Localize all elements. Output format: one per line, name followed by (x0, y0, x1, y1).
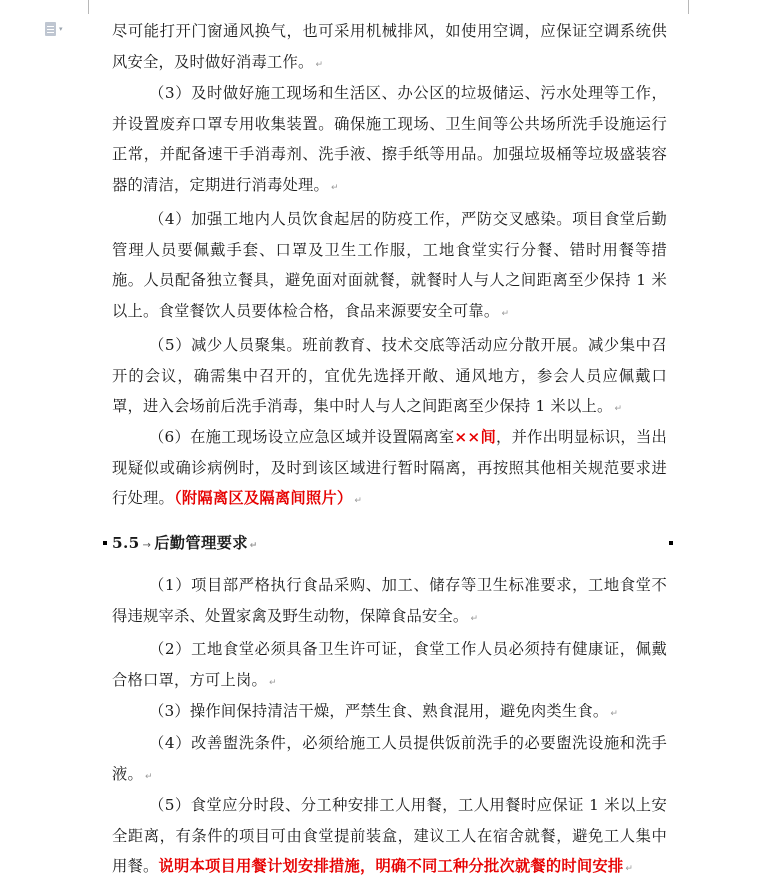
chevron-down-icon: ▾ (59, 25, 63, 33)
document-icon (45, 22, 56, 36)
paragraph-item-6: （6）在施工现场设立应急区域并设置隔离室××间，并作出明显标识，当出现疑似或确诊病例时，及时到该区域进行暂时隔离，再按照其他相关规范要求进行处理。（附隔离区及隔离间照片） ↵ (112, 428, 668, 508)
list-item-1: （1）项目部严格执行食品采购、加工、储存等卫生标准要求，工地食堂不得违规宰杀、处置家禽及野生动物，保障食品安全。 ↵ (112, 576, 667, 625)
paragraph-mark: ↵ (249, 541, 258, 551)
list-item-3: （3）操作间保持清洁干燥，严禁生食、熟食混用，避免肉类生食。 ↵ (149, 702, 619, 720)
paragraph-mark: ↵ (145, 771, 153, 782)
section-title: 后勤管理要求 (154, 534, 248, 552)
list-item-2: （2）工地食堂必须具备卫生许可证，食堂工作人员必须持有健康证，佩戴合格口罩，方可上岗。 ↵ (112, 640, 667, 689)
paragraph-mark: ↵ (268, 677, 277, 688)
paragraph-intro: 尽可能打开门窗通风换气，也可采用机械排风，如使用空调，应保证空调系统供风安全，及时做好消毒工作。 ↵ (112, 22, 667, 71)
paragraph-mark: ↵ (614, 404, 623, 415)
paragraph-mark: ↵ (501, 308, 510, 319)
paragraph-mark: ↵ (315, 59, 324, 70)
section-number: 5.5 (112, 534, 140, 552)
page-corner-mark-left (88, 0, 89, 14)
list-item-5: （5）食堂应分时段、分工种安排工人用餐，工人用餐时应保证 1 米以上安全距离，有条件的项目可由食堂提前装盒，建议工人在宿舍就餐，避免工人集中用餐。说明本项目用餐计划安排措施，明确不同工种分批次就餐的时间安排 ↵ (112, 796, 667, 876)
paragraph-item-5: （5）减少人员聚集。班前教育、技术交底等活动应分散开展。减少集中召开的会议，确需集中召开的，宜优先选择开敞、通风地方，参会人员应佩戴口罩，进入会场前后洗手消毒，集中时人与人之间距离至少保持 1 米以上。 ↵ (112, 336, 667, 416)
paragraph-item-4: （4）加强工地内人员饮食起居的防疫工作，严防交叉感染。项目食堂后勤管理人员要佩戴手套、口罩及卫生工作服，工地食堂实行分餐、错时用餐等措施。人员配备独立餐具，避免面对面就餐，就餐时人与人之间距离至少保持 1 米以上。食堂餐饮人员要体检合格，食品来源要安全可靠。 ↵ (112, 210, 667, 320)
paragraph-mark: ↵ (330, 182, 339, 193)
list-item-4: （4）改善盥洗条件，必须给施工人员提供饭前洗手的必要盥洗设施和洗手液。 ↵ (112, 734, 667, 783)
heading-bullet-icon (669, 541, 673, 545)
paragraph-mark: ↵ (610, 709, 619, 719)
page-corner-mark-right (688, 0, 689, 14)
highlight-meal-plan-note: 说明本项目用餐计划安排措施，明确不同工种分批次就餐的时间安排 (158, 857, 624, 876)
document-options-button[interactable] (45, 22, 63, 36)
highlight-photo-note: （附隔离区及隔离间照片） (174, 489, 353, 508)
paragraph-item-3: （3）及时做好施工现场和生活区、办公区的垃圾储运、污水处理等工作，并设置废弃口罩专用收集装置。确保施工现场、卫生间等公共场所洗手设施运行正常，并配备速干手消毒剂、洗手液、擦手纸等用品。加强垃圾桶等垃圾盛装容器的清洁，定期进行消毒处理。 ↵ (112, 84, 667, 194)
paragraph-mark: ↵ (625, 864, 634, 875)
section-heading (112, 528, 667, 561)
tab-arrow-icon: → (142, 540, 152, 551)
highlight-isolation-room: ××间 (454, 428, 497, 446)
paragraph-mark: ↵ (470, 613, 479, 624)
paragraph-mark: ↵ (354, 496, 363, 507)
heading-bullet-icon (103, 541, 107, 545)
